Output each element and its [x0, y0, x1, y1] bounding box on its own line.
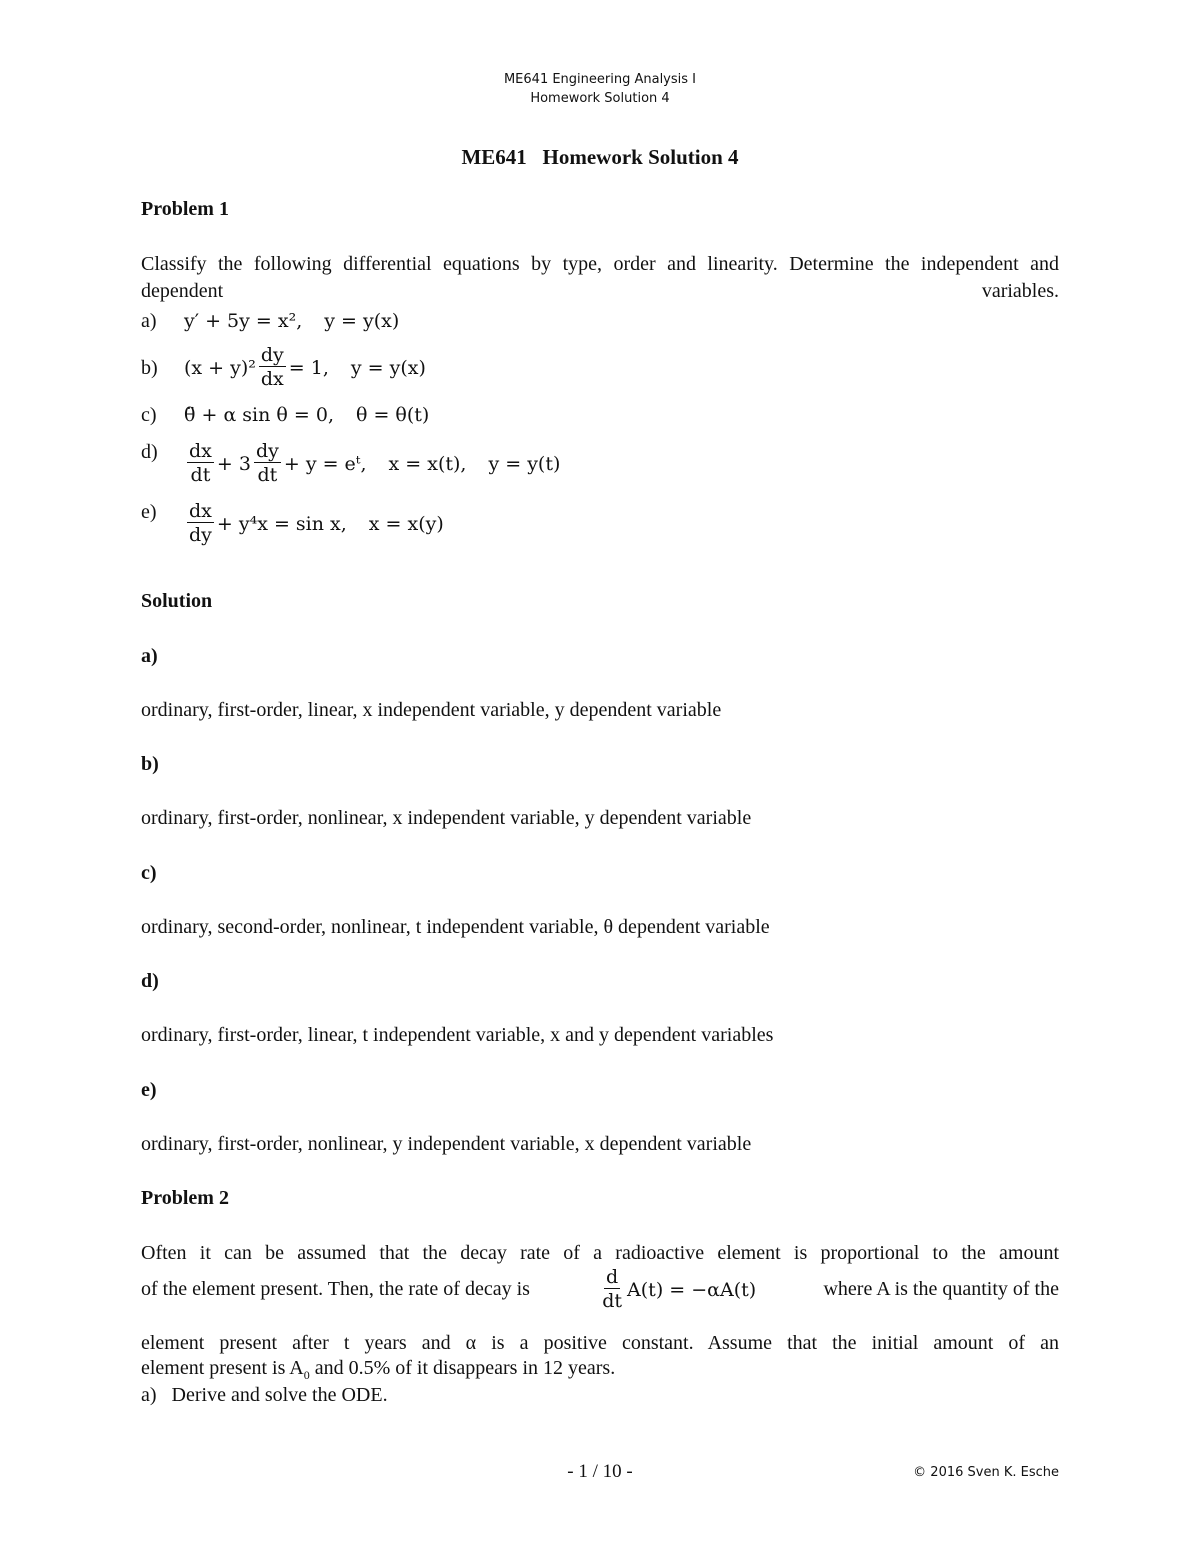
derivative-fraction [600, 1266, 624, 1313]
problem-2-line-4-text: element present is A [141, 1357, 304, 1379]
equation-expression: y′ + 5y = x², [184, 310, 303, 332]
solution-heading: Solution [141, 590, 213, 612]
equation-condition: y = y(x) [350, 356, 426, 379]
derivative-fraction [187, 440, 214, 487]
equation-label: c) [141, 404, 157, 426]
problem-1-intro: Classify the following differential equations by type, order and linearity. Determine the independent and dependent variables. [141, 253, 1059, 302]
solution-text-b: ordinary, first-order, nonlinear, x independent variable, y dependent variable [141, 807, 752, 829]
fraction-denominator: dt [257, 464, 278, 486]
problem-2-line-3: element present after t years and α is a positive constant. Assume that the initial amount of an [141, 1332, 1059, 1354]
equation-expression: θ̈ + α sin θ = 0, [184, 404, 334, 426]
subscript-zero: 0 [303, 1368, 310, 1382]
equation-rhs: + y = eᵗ, [283, 452, 367, 475]
derivative-fraction [254, 440, 281, 487]
solution-label-b: b) [141, 753, 159, 775]
solution-text-e: ordinary, first-order, nonlinear, y independent variable, x dependent variable [141, 1133, 752, 1155]
derivative-fraction [187, 500, 214, 547]
problem-2-heading: Problem 2 [141, 1187, 229, 1209]
derivative-fraction [259, 344, 286, 391]
fraction-denominator: dt [602, 1290, 623, 1312]
problem-2-line-2 [141, 1266, 1059, 1313]
equation-prefix: (x + y)² [184, 356, 256, 379]
solution-label-c: c) [141, 862, 157, 884]
problem-2-line-4 [141, 1357, 615, 1380]
equation-condition: x = x(t), [388, 452, 467, 475]
copyright-notice: © 2016 Sven K. Esche [913, 1465, 1059, 1480]
problem-2-item-a: a) Derive and solve the ODE. [141, 1384, 388, 1406]
fraction-numerator: dx [189, 500, 212, 522]
problem-2-line-1: Often it can be assumed that the decay rate of a radioactive element is proportional to the amount [141, 1242, 1059, 1264]
solution-label-d: d) [141, 970, 159, 992]
equation-b [141, 344, 426, 394]
equation-condition: y = y(t) [488, 452, 561, 475]
equation-condition: θ = θ(t) [355, 404, 430, 426]
solution-text-d: ordinary, first-order, linear, t independent variable, x and y dependent variables [141, 1024, 774, 1046]
fraction-numerator: dx [189, 440, 212, 462]
problem-1-heading: Problem 1 [141, 198, 229, 220]
equation-label: b) [141, 357, 158, 380]
solution-text-c: ordinary, second-order, nonlinear, t independent variable, θ dependent variable [141, 916, 770, 938]
running-header-subtitle: Homework Solution 4 [530, 91, 670, 106]
equation-rhs: = 1, [288, 356, 329, 379]
fraction-numerator: d [606, 1266, 619, 1288]
fraction-numerator: dy [255, 440, 279, 462]
page-number: - 1 / 10 - [567, 1461, 633, 1482]
fraction-denominator: dy [189, 524, 212, 546]
running-header-course: ME641 Engineering Analysis I [503, 72, 697, 87]
decay-equation-expression: A(t) = −αA(t) [627, 1278, 757, 1301]
solution-label-a: a) [141, 645, 158, 667]
solution-label-e: e) [141, 1079, 157, 1101]
equation-label: a) [141, 310, 157, 332]
document-title: ME641 Homework Solution 4 [461, 145, 739, 169]
equation-e [141, 500, 444, 550]
fraction-denominator: dx [260, 368, 284, 390]
fraction-numerator: dy [260, 344, 284, 366]
problem-2-line-2-text: of the element present. Then, the rate of decay is [141, 1278, 530, 1300]
fraction-denominator: dt [190, 464, 211, 486]
decay-equation [597, 1266, 756, 1313]
equation-label: d) [141, 440, 158, 463]
equation-condition: x = x(y) [368, 512, 444, 535]
equation-coefficient: + 3 [216, 452, 251, 475]
solution-text-a: ordinary, first-order, linear, x independent variable, y dependent variable [141, 699, 722, 721]
equation-label: e) [141, 500, 157, 523]
problem-2-line-2-tail: where A is the quantity of the [823, 1278, 1059, 1300]
equation-d [141, 440, 560, 490]
problem-2-line-4-tail: and 0.5% of it disappears in 12 years. [314, 1357, 616, 1379]
equation-condition: y = y(x) [324, 310, 400, 332]
equation-rhs: + y⁴x = sin x, [216, 512, 347, 535]
